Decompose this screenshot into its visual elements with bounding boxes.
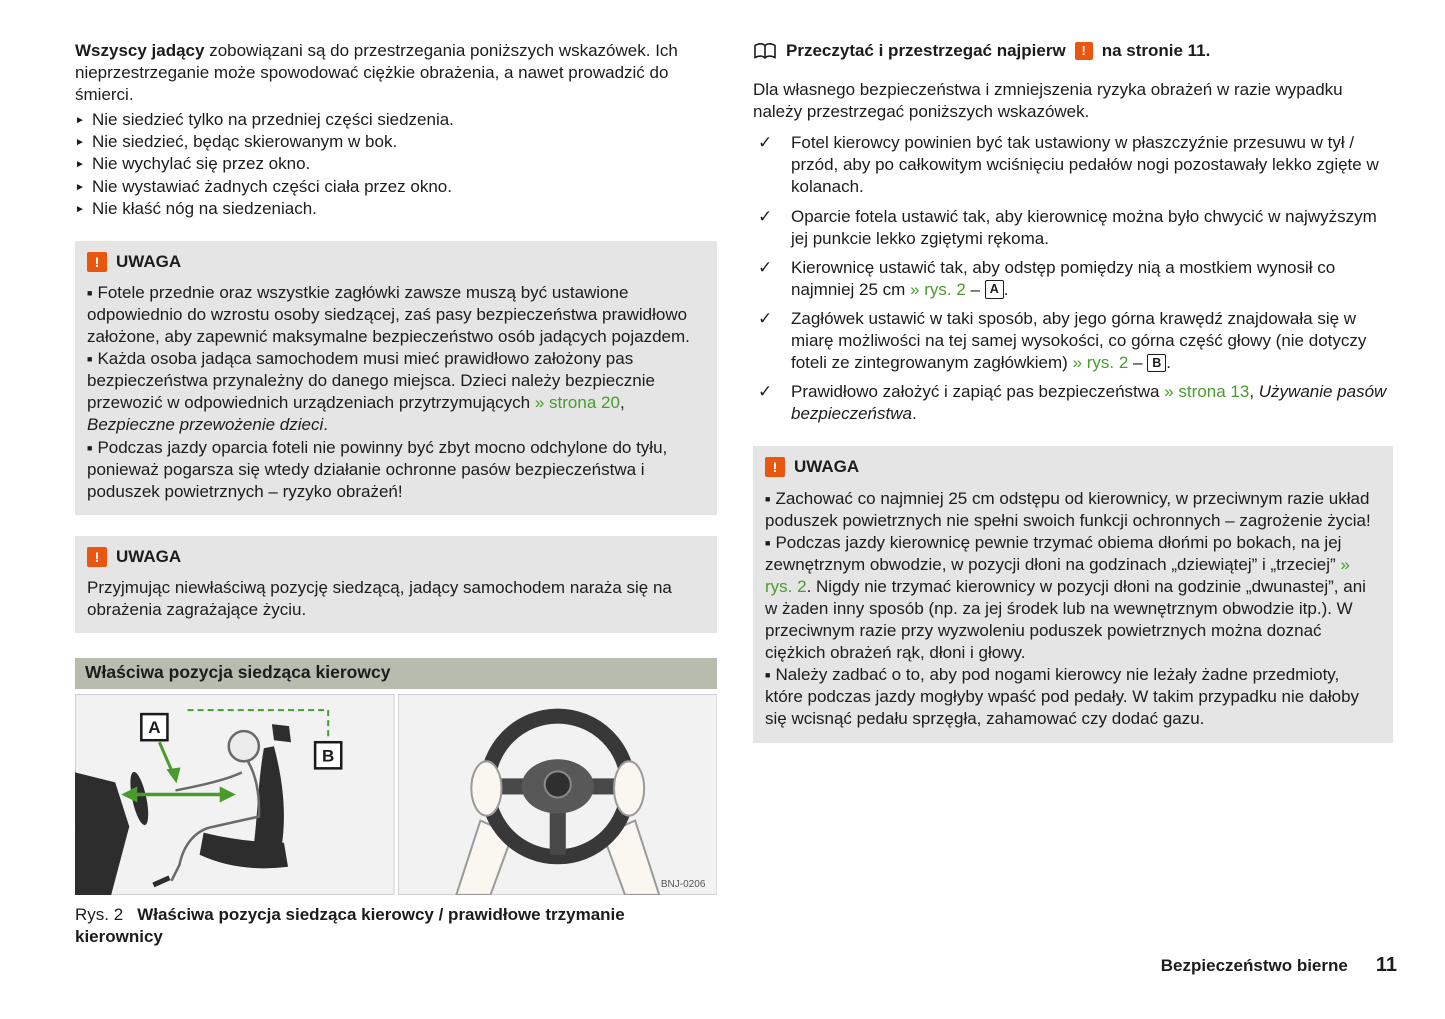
warning-title: UWAGA — [794, 457, 860, 477]
square-bullet-icon: ■ — [87, 442, 93, 453]
list-item-text: Nie wystawiać żadnych części ciała przez okno. — [92, 176, 452, 196]
warning-text: . — [323, 415, 328, 435]
list-item — [75, 153, 717, 175]
warning-text: Każda osoba jadąca samochodem musi mieć prawidłowo założony pas bezpieczeństwa przynależny do danego miejsca. Dzieci należy bezpiecznie przewozić w odpowiednich urządzeniach przytrzymujących — [87, 349, 655, 413]
figure-caption-label: Rys. 2 — [75, 904, 124, 924]
check-icon: ✓ — [758, 133, 773, 153]
section-header: Właściwa pozycja siedząca kierowcy — [75, 658, 717, 689]
arrow-bullet-icon: ► — [75, 203, 85, 215]
figure-caption — [75, 904, 717, 948]
list-item — [75, 198, 717, 220]
figure-code: BNJ-0206 — [660, 878, 705, 890]
checklist-item — [753, 381, 1393, 425]
warning-title: UWAGA — [116, 251, 182, 271]
checklist-item — [753, 257, 1393, 301]
square-bullet-icon: ■ — [765, 537, 771, 548]
ref-title-italic: Używanie pasów bezpieczeństwa — [791, 382, 1387, 424]
checklist-item-text: Oparcie fotela ustawić tak, aby kierownicę można było chwycić w najwyższym jej punkcie lekko zgiętymi rękoma. — [791, 206, 1377, 248]
warning-text: Fotele przednie oraz wszystkie zagłówki zawsze muszą być ustawione odpowiednio do wzrostu osoby siedzącej, zaś pasy bezpieczeństwa prawidłowo założone, aby zapewnić maksymalne bezpieczeństwo osób jadących pojazdem. — [87, 282, 690, 347]
steering-wheel-illustration — [398, 694, 718, 895]
warning-header — [87, 546, 703, 568]
warning-icon: ! — [765, 457, 785, 477]
right-column — [753, 40, 1393, 743]
warning-paragraph — [765, 664, 1379, 730]
checklist-item-text: Zagłówek ustawić w taki sposób, aby jego górna krawędź znajdowała się w miarę możliwości na tej samej wysokości, co górna część głowy (nie dotyczy foteli ze zintegrowanym zagłówkiem) » rys. 2 – B . — [791, 308, 1367, 373]
arrow-bullet-icon: ► — [75, 137, 85, 149]
warning-text: , — [619, 393, 625, 413]
checklist-item-text: Fotel kierowcy powinien być tak ustawiony w płaszczyźnie przesuwu w tył / przód, aby po całkowitym wciśnięciu pedałów nogi pozostawały lekko zgięte w kolanach. — [791, 133, 1379, 197]
figure-label-b: B — [322, 746, 335, 766]
checklist-item — [753, 132, 1393, 198]
warning-header — [765, 456, 1379, 478]
warning-box-2 — [75, 536, 717, 633]
figure-ref-link[interactable]: » rys. 2 — [765, 554, 1350, 596]
figure-ref-link[interactable]: » rys. 2 — [910, 279, 966, 299]
warning-text: Przyjmując niewłaściwą pozycję siedzącą, jadący samochodem naraża się na obrażenia zagrażające życiu. — [87, 577, 672, 619]
warning-icon: ! — [87, 252, 107, 272]
figure-label-a: A — [148, 717, 161, 737]
warning-text: Zachować co najmniej 25 cm odstępu od kierownicy, w przeciwnym razie układ poduszek powietrznych nie spełni swoich funkcji ochronnych – zagrożenie życia! — [765, 488, 1371, 530]
square-bullet-icon: ■ — [87, 354, 93, 365]
arrow-bullet-icon: ► — [75, 181, 85, 193]
footer-content — [1161, 952, 1397, 978]
list-item-text: Nie kłaść nóg na siedzeniach. — [92, 198, 317, 218]
check-icon: ✓ — [758, 308, 773, 328]
left-column — [75, 40, 717, 948]
warning-box-3 — [753, 446, 1393, 742]
label-box-a: A — [985, 280, 1004, 299]
warning-text: Podczas jazdy kierownicę pewnie trzymać obiema dłońmi po bokach, na jej zewnętrznym obwodzie, w pozycji dłoni na godzinach „dziewiątej” i „trzeciej” — [765, 532, 1342, 574]
read-first-suffix: na stronie 11. — [1101, 41, 1211, 60]
warning-text: Należy zadbać o to, aby pod nogami kierowcy nie leżały żadne przedmioty, które podczas jazdy mogłyby wpaść pod pedały. W takim przypadku nie dałoby się wcisnąć pedału sprzęgła, zahamować czy dodać gazu. — [765, 665, 1360, 729]
warning-paragraph — [87, 348, 703, 436]
warning-text: Podczas jazdy oparcia foteli nie powinny być zbyt mocno odchylone do tyłu, ponieważ pogarsza się wtedy działanie ochronne pasów bezpieczeństwa i poduszek powietrznych – ryzyko obrażeń! — [87, 437, 668, 501]
arrow-bullet-icon: ► — [75, 159, 85, 171]
warning-text: . Nigdy nie trzymać kierownicy w pozycji dłoni na godzinie „dwunastej”, ani w żaden inny sposób (np. za jej środek lub na wewnętrznym obwodzie itp.). W przeciwnym razie przy wyzwoleniu poduszek powietrznych można doznać ciężkich obrażeń rąk, dłoni i głowy. — [765, 576, 1366, 663]
intro-bold: Wszyscy jadący — [75, 41, 205, 60]
read-first-note — [753, 40, 1393, 62]
list-item-text: Nie siedzieć, będąc skierowanym w bok. — [92, 132, 398, 152]
check-icon: ✓ — [758, 206, 773, 226]
driver-position-illustration — [75, 694, 395, 895]
list-item — [75, 176, 717, 198]
warning-icon: ! — [87, 547, 107, 567]
square-bullet-icon: ■ — [765, 670, 771, 681]
page-ref-link[interactable]: » strona 20 — [534, 393, 620, 413]
list-item-text: Nie siedzieć tylko na przedniej części siedzenia. — [92, 110, 454, 130]
intro-paragraph — [75, 40, 717, 106]
checklist — [753, 132, 1393, 425]
checklist-item-text: Prawidłowo założyć i zapiąć pas bezpieczeństwa » strona 13, Używanie pasów bezpieczeństwa. — [791, 382, 1387, 424]
warning-paragraph — [765, 532, 1379, 665]
figure-ref-link[interactable]: » rys. 2 — [1072, 353, 1129, 373]
list-item — [75, 131, 717, 153]
warning-paragraph — [765, 488, 1379, 532]
check-icon: ✓ — [758, 382, 773, 402]
arrow-bullet-icon: ► — [75, 115, 85, 127]
intro-text: zobowiązani są do przestrzegania poniższych wskazówek. Ich nieprzestrzeganie może spowodować ciężkie obrażenia, a nawet prowadzić do śmierci. — [75, 41, 678, 105]
warning-title: UWAGA — [116, 546, 182, 566]
page-number: 11 — [1375, 954, 1397, 976]
footer-section-title: Bezpieczeństwo bierne — [1160, 956, 1348, 975]
square-bullet-icon: ■ — [765, 493, 771, 504]
checklist-item-text: Kierownicę ustawić tak, aby odstęp pomiędzy nią a mostkiem wynosił co najmniej 25 cm » rys. 2 – A . — [791, 257, 1336, 299]
warning-paragraph — [87, 577, 703, 621]
checklist-item — [753, 308, 1393, 374]
read-first-text: Przeczytać i przestrzegać najpierw — [786, 41, 1066, 60]
ref-title-italic: Bezpieczne przewożenie dzieci — [87, 415, 324, 435]
warning-paragraph — [87, 282, 703, 348]
page-ref-link[interactable]: » strona 13 — [1164, 382, 1250, 402]
rules-list — [75, 109, 717, 219]
list-item-text: Nie wychylać się przez okno. — [92, 154, 311, 174]
warning-header — [87, 251, 703, 273]
label-box-b: B — [1147, 354, 1166, 373]
check-icon: ✓ — [758, 257, 773, 277]
book-icon — [753, 42, 777, 61]
warning-icon: ! — [1075, 42, 1093, 60]
figure-caption-text: Właściwa pozycja siedząca kierowcy / prawidłowe trzymanie kierownicy — [75, 904, 625, 946]
warning-paragraph — [87, 437, 703, 503]
page-footer — [0, 952, 1445, 992]
square-bullet-icon: ■ — [87, 287, 93, 298]
warning-box-1 — [75, 241, 717, 515]
list-item — [75, 109, 717, 131]
figure-rys-2 — [75, 694, 717, 895]
checklist-item — [753, 206, 1393, 250]
right-intro: Dla własnego bezpieczeństwa i zmniejszenia ryzyka obrażeń w razie wypadku należy przestrzegać poniższych wskazówek. — [753, 80, 1343, 122]
